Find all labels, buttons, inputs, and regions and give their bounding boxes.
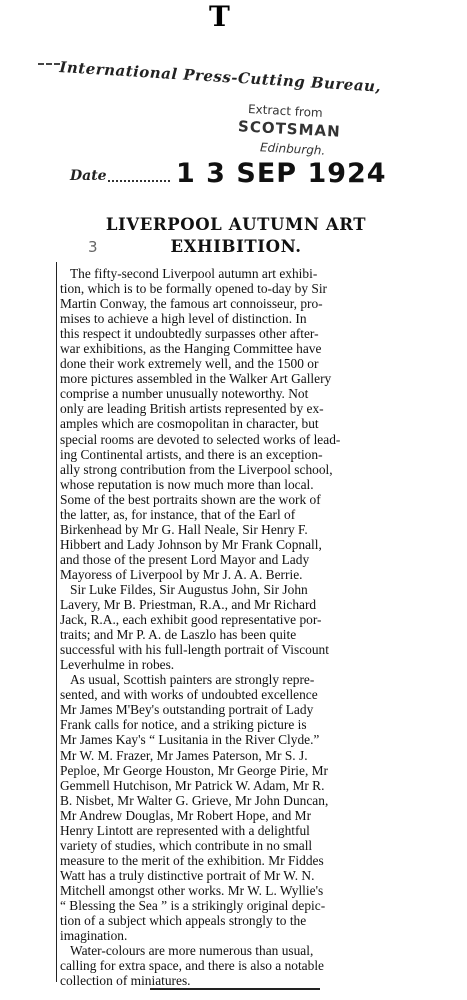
article-line: Some of the best portraits shown are the work of xyxy=(60,491,321,507)
article-line: B. Nisbet, Mr Walter G. Grieve, Mr John Duncan, xyxy=(60,792,329,808)
article-line: The fifty-second Liverpool autumn art exhibi- xyxy=(70,266,318,281)
article-line: this respect it undoubtedly surpasses other after- xyxy=(60,326,319,342)
article-line: tion of a subject which appeals strongly to the xyxy=(60,913,307,929)
article-line: Mr Andrew Douglas, Mr Robert Hope, and Mr xyxy=(60,807,312,823)
article-line: Mr James Kay's “ Lusitania in the River Clyde.” xyxy=(60,732,320,748)
article-line: sented, and with works of undoubted excellence xyxy=(60,687,318,703)
date-label: Date xyxy=(70,168,107,184)
article-line: traits; and Mr P. A. de Laszlo has been quite xyxy=(60,627,297,643)
headline xyxy=(66,214,406,258)
article-line: Mitchell amongst other works. Mr W. L. Wyllie's xyxy=(60,882,324,898)
article-line: Leverhulme in robes. xyxy=(60,657,175,673)
handwritten-mark: 3 xyxy=(88,238,98,256)
article-line: Gemmell Hutchison, Mr Patrick W. Adam, Mr R. xyxy=(60,777,325,793)
article-line: Mr James M'Bey's outstanding portrait of Lady xyxy=(60,702,314,718)
article-line: Martin Conway, the famous art connoisseur, pro- xyxy=(60,296,323,312)
article-line: Watt has a truly distinctive portrait of Mr W. N. xyxy=(60,867,315,883)
newspaper-city: Edinburgh. xyxy=(259,140,326,158)
article-line: special rooms are devoted to selected works of lead- xyxy=(60,431,341,447)
article-line: successful with his full-length portrait of Viscount xyxy=(60,642,329,658)
end-rule xyxy=(150,988,320,990)
article-line: and those of the present Lord Mayor and Lady xyxy=(60,551,310,567)
article-line: As usual, Scottish painters are strongly repre- xyxy=(70,672,315,688)
article-line: tion, which is to be formally opened to-day by Sir xyxy=(60,281,328,297)
date-stamp: 1 3 SEP 1924 xyxy=(176,158,387,189)
bureau-rule xyxy=(38,63,60,65)
article-line: imagination. xyxy=(60,928,128,944)
date-dotted-rule xyxy=(108,180,170,182)
article-line: measure to the merit of the exhibition. Mr Fiddes xyxy=(60,852,324,868)
article-line: whose reputation is now much more than local. xyxy=(60,476,314,492)
article-line: mises to achieve a high level of distinction. In xyxy=(60,311,307,327)
article-line: Water-colours are more numerous than usual, xyxy=(70,943,314,959)
article-line: collection of miniatures. xyxy=(60,973,191,989)
article-line: Hibbert and Lady Johnson by Mr Frank Copnall, xyxy=(60,536,322,552)
article-line: Peploe, Mr George Houston, Mr George Pirie, Mr xyxy=(60,762,329,778)
article-line: variety of studies, which contribute in no small xyxy=(60,837,313,853)
article-line: amples which are cosmopolitan in character, but xyxy=(60,416,319,432)
top-mark: T xyxy=(209,0,228,33)
article-line: ally strong contribution from the Liverpool school, xyxy=(60,461,333,477)
article-line: the latter, as, for instance, that of the Earl of xyxy=(60,506,296,522)
article-line: Birkenhead by Mr G. Hall Neale, Sir Henry F. xyxy=(60,521,308,537)
headline-line-1: LIVERPOOL AUTUMN ART xyxy=(105,215,367,234)
article-line: more pictures assembled in the Walker Art Gallery xyxy=(60,371,332,387)
article-line: done their work extremely well, and the 1500 or xyxy=(60,356,319,372)
article-line: Mr W. M. Frazer, Mr James Paterson, Mr S. J. xyxy=(60,747,308,763)
article-line: Frank calls for notice, and a striking picture is xyxy=(60,717,307,733)
article-line: “ Blessing the Sea ” is a strikingly original depic- xyxy=(60,897,326,913)
article-line: Jack, R.A., each exhibit good representative por- xyxy=(60,612,322,628)
article-line: Sir Luke Fildes, Sir Augustus John, Sir John xyxy=(70,581,308,597)
article-line: ing Continental artists, and there is an exception- xyxy=(60,446,323,462)
article-line: Henry Lintott are represented with a delightful xyxy=(60,822,310,838)
article-line: calling for extra space, and there is also a notable xyxy=(60,958,324,974)
headline-line-2: EXHIBITION. xyxy=(170,237,302,256)
article-line: Lavery, Mr B. Priestman, R.A., and Mr Richard xyxy=(60,597,317,613)
article-body xyxy=(60,266,412,988)
extract-label: Extract from xyxy=(247,102,324,120)
article-line: war exhibitions, as the Hanging Committee have xyxy=(60,341,322,357)
article-line: comprise a number unusually noteworthy. Not xyxy=(60,386,309,402)
article-line: Mayoress of Liverpool by Mr J. A. A. Berrie. xyxy=(60,566,303,582)
newspaper-name: SCOTSMAN xyxy=(237,117,342,141)
article-line: only are leading British artists represented by ex- xyxy=(60,401,324,417)
bureau-name: International Press-Cutting Bureau, xyxy=(58,58,382,96)
